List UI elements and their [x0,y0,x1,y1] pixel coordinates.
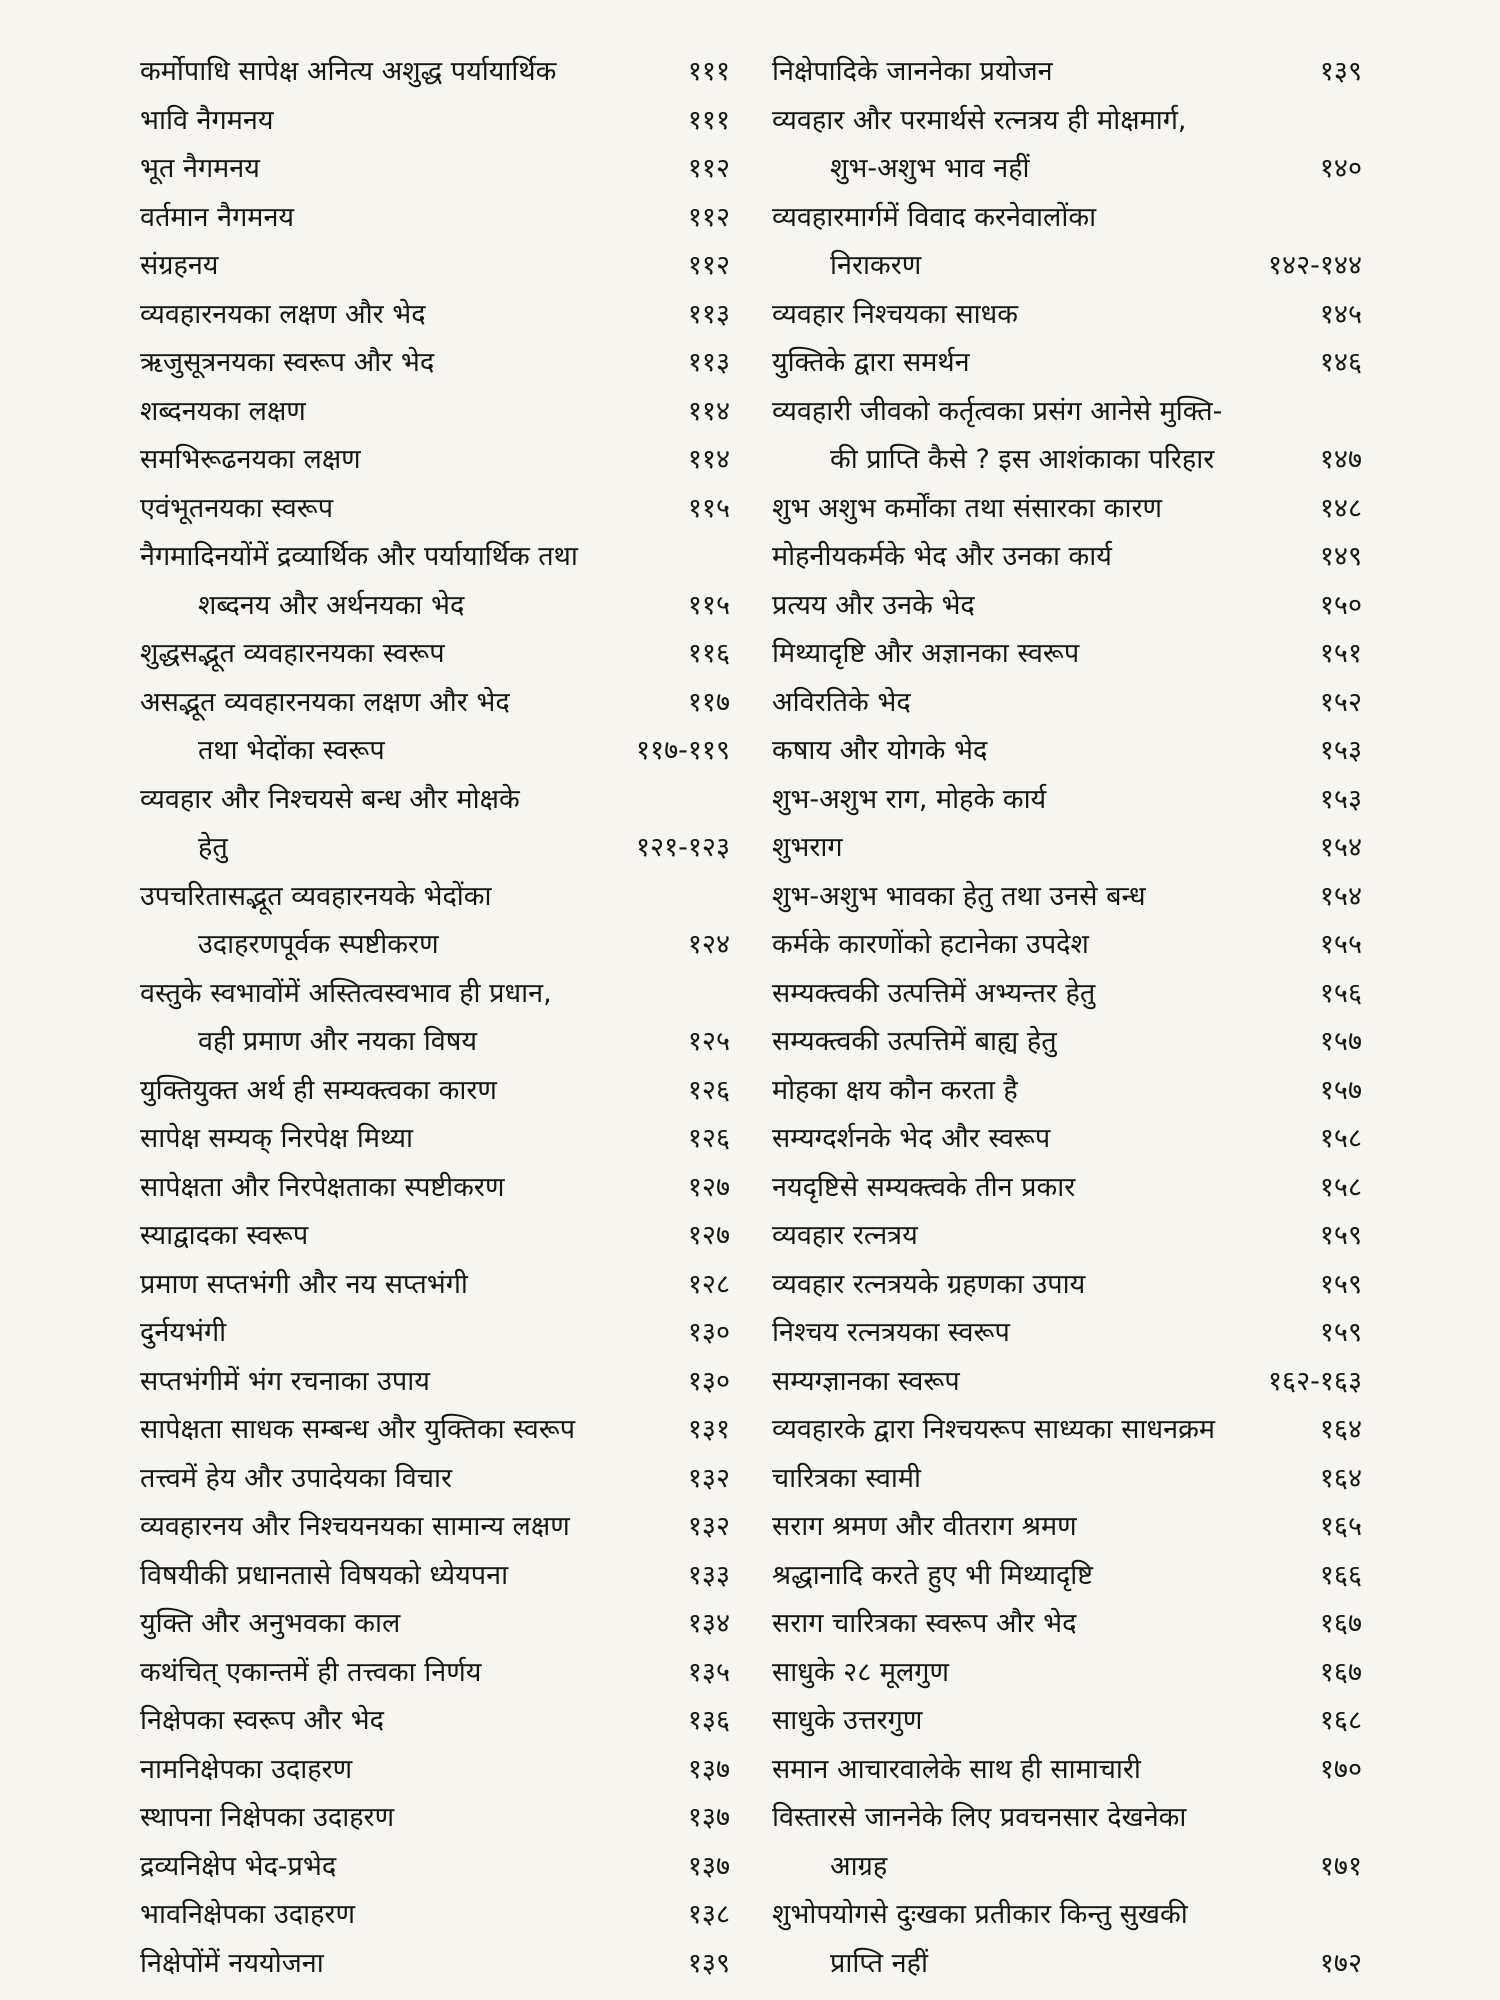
entry-page-number: ११२ [687,250,730,281]
entry-title: व्यवहार और परमार्थसे रत्नत्रय ही मोक्षमार्ग, [772,104,1187,136]
entry-title: प्रत्यय और उनके भेद [772,589,975,621]
entry-page-number: १३९ [687,1947,730,1979]
entry-title: सराग चारित्रका स्वरूप और भेद [772,1608,1077,1639]
entry-page-number: १५० [1319,589,1362,621]
index-entry [772,1261,1362,1310]
entry-page-number: १५३ [1319,735,1362,766]
index-entry [772,1067,1362,1116]
index-entry [772,1940,1362,1989]
index-entry [140,1649,730,1698]
entry-title: सम्यग्दर्शनके भेद और स्वरूप [772,1123,1051,1154]
entry-page-number: १३७ [687,1753,730,1785]
entry-title: वस्तुके स्वभावोंमें अस्तित्वस्वभाव ही प्रधान, [140,977,552,1009]
index-entry [772,1164,1362,1213]
index-entry [772,1503,1362,1552]
index-entry [140,970,730,1019]
entry-page-number: १५७ [1319,1026,1362,1057]
entry-title: शब्दनय और अर्थनयका भेद [198,589,465,621]
entry-title: प्राप्ति नहीं [830,1947,928,1979]
entry-page-number: १५१ [1319,638,1362,669]
entry-title: आग्रह [830,1850,888,1882]
entry-page-number: १६७ [1319,1608,1362,1639]
entry-page-number: १७२ [1319,1947,1362,1979]
entry-page-number: १६२-१६३ [1268,1365,1362,1397]
index-entry [772,1212,1362,1261]
entry-page-number: १२५ [687,1026,730,1057]
entry-title: व्यवहारके द्वारा निश्चयरूप साध्यका साधनक्रम [772,1414,1215,1445]
entry-title: निश्चय रत्नत्रयका स्वरूप [772,1317,1010,1348]
entry-page-number: १२७ [687,1171,730,1203]
index-entry [772,485,1362,534]
index-entry [772,533,1362,582]
entry-title: निक्षेपादिके जाननेका प्रयोजन [772,56,1053,87]
entry-page-number: १४२-१४४ [1268,250,1362,281]
entry-title: व्यवहारमार्गमें विवाद करनेवालोंका [772,201,1097,233]
index-entry [140,776,730,825]
index-entry [772,194,1362,243]
index-entry [140,1843,730,1892]
index-entry [772,97,1362,146]
entry-page-number: १६५ [1319,1511,1362,1542]
entry-page-number: १४८ [1319,492,1362,524]
entry-page-number: १७० [1319,1753,1362,1785]
entry-page-number: १७१ [1319,1850,1362,1882]
entry-title: नामनिक्षेपका उदाहरण [140,1753,353,1785]
index-entry [772,1358,1362,1407]
index-entry [772,1600,1362,1649]
entry-title: की प्राप्ति कैसे ? इस आशंकाका परिहार [830,444,1215,475]
entry-title: व्यवहार और निश्चयसे बन्ध और मोक्षके [140,783,520,815]
entry-title: शुद्धसद्भूत व्यवहारनयका स्वरूप [140,638,445,669]
entry-page-number: १३२ [687,1462,730,1494]
index-entry [140,921,730,970]
entry-title: संग्रहनय [140,250,219,281]
index-entry [772,824,1362,873]
index-entry [772,1552,1362,1601]
index-entry [772,48,1362,97]
entry-page-number: १३३ [687,1559,730,1591]
index-entry [772,1794,1362,1843]
entry-title: व्यवहार रत्नत्रय [772,1220,918,1251]
index-entry [772,970,1362,1019]
entry-title: सापेक्षता और निरपेक्षताका स्पष्टीकरण [140,1171,505,1203]
entry-page-number: १२६ [687,1123,730,1154]
index-entry [140,339,730,388]
index-entry [140,824,730,873]
index-entry [140,291,730,340]
index-entry [140,1164,730,1213]
index-entry [140,1746,730,1795]
index-entry [140,679,730,728]
entry-title: समान आचारवालेके साथ ही सामाचारी [772,1753,1141,1785]
entry-title: भूत नैगमनय [140,153,260,184]
entry-title: सम्यक्त्वकी उत्पत्तिमें बाह्य हेतु [772,1026,1057,1057]
entry-title: व्यवहार रत्नत्रयके ग्रहणका उपाय [772,1268,1086,1300]
entry-title: शुभराग [772,832,843,863]
entry-title: व्यवहारनय और निश्चयनयका सामान्य लक्षण [140,1511,570,1542]
entry-page-number: ११३ [687,298,730,330]
entry-page-number: १५२ [1319,686,1362,718]
entry-page-number: १४० [1319,153,1362,184]
entry-page-number: १५८ [1319,1123,1362,1154]
entry-page-number: १३८ [687,1899,730,1930]
index-entry [772,242,1362,291]
entry-title: कषाय और योगके भेद [772,735,988,766]
entry-page-number: १२६ [687,1074,730,1106]
index-entry [140,1358,730,1407]
entry-page-number: १५५ [1319,929,1362,960]
entry-title: शुभ-अशुभ राग, मोहके कार्य [772,783,1047,815]
entry-title: एवंभूतनयका स्वरूप [140,492,334,524]
entry-page-number: ११२ [687,153,730,184]
entry-title: स्थापना निक्षेपका उदाहरण [140,1802,395,1833]
index-entry [772,630,1362,679]
entry-title: विषयीकी प्रधानतासे विषयको ध्येयपना [140,1559,509,1591]
entry-page-number: १५९ [1319,1317,1362,1348]
entry-page-number: १५४ [1319,880,1362,912]
entry-page-number: ११६ [687,638,730,669]
entry-page-number: ११२ [687,201,730,233]
entry-page-number: १२८ [687,1268,730,1300]
index-entry [772,1746,1362,1795]
index-entry [140,1552,730,1601]
index-entry [140,485,730,534]
index-entry [140,533,730,582]
index-entry [772,145,1362,194]
index-entry [140,48,730,97]
entry-title: तत्त्वमें हेय और उपादेयका विचार [140,1462,452,1494]
index-entry [772,436,1362,485]
index-entry [140,1309,730,1358]
index-entry [140,1115,730,1164]
index-entry [772,873,1362,922]
entry-title: नयदृष्टिसे सम्यक्त्वके तीन प्रकार [772,1171,1076,1203]
entry-title: शब्दनयका लक्षण [140,395,306,427]
entry-page-number: १२१-१२३ [636,832,730,863]
entry-title: अविरतिके भेद [772,686,911,718]
entry-title: सापेक्षता साधक सम्बन्ध और युक्तिका स्वरूप [140,1414,576,1445]
entry-page-number: १६६ [1319,1559,1362,1591]
index-entry [772,921,1362,970]
entry-title: मोहनीयकर्मके भेद और उनका कार्य [772,541,1112,572]
index-entry [140,1018,730,1067]
entry-title: समभिरूढनयका लक्षण [140,444,361,475]
index-entry [140,1600,730,1649]
entry-page-number: १५९ [1319,1268,1362,1300]
entry-title: साधुके उत्तरगुण [772,1705,923,1736]
entry-title: चारित्रका स्वामी [772,1462,922,1494]
entry-page-number: १६४ [1319,1414,1362,1445]
entry-title: भावि नैगमनय [140,104,274,136]
entry-title: असद्भूत व्यवहारनयका लक्षण और भेद [140,686,510,718]
index-entry [772,679,1362,728]
index-entry [140,97,730,146]
index-entry [140,1891,730,1940]
index-entry [140,1212,730,1261]
entry-title: साधुके २८ मूलगुण [772,1656,950,1688]
entry-page-number: १६४ [1319,1462,1362,1494]
entry-title: नैगमादिनयोंमें द्रव्यार्थिक और पर्यायार्थिक तथा [140,541,578,572]
index-entry [772,291,1362,340]
entry-page-number: १५७ [1319,1074,1362,1106]
entry-page-number: ११५ [687,589,730,621]
entry-page-number: १५६ [1319,977,1362,1009]
index-entry [140,1455,730,1504]
entry-title: निक्षेपका स्वरूप और भेद [140,1705,384,1736]
index-entry [140,1794,730,1843]
entry-title: सम्यग्ज्ञानका स्वरूप [772,1365,960,1397]
index-entry [140,1261,730,1310]
entry-page-number: १३४ [687,1608,730,1639]
entry-page-number: १४९ [1319,541,1362,572]
right-column [772,48,1362,1988]
entry-page-number: ११४ [687,395,730,427]
entry-page-number: ११३ [687,347,730,378]
left-column [140,48,730,1988]
entry-page-number: १३७ [687,1850,730,1882]
entry-page-number: १५३ [1319,783,1362,815]
entry-page-number: १५९ [1319,1220,1362,1251]
index-entry [772,1697,1362,1746]
entry-page-number: १३२ [687,1511,730,1542]
index-entry [140,436,730,485]
entry-title: सराग श्रमण और वीतराग श्रमण [772,1511,1077,1542]
entry-title: व्यवहारनयका लक्षण और भेद [140,298,426,330]
entry-page-number: १३६ [687,1705,730,1736]
entry-page-number: १६७ [1319,1656,1362,1688]
entry-title: निराकरण [830,250,922,281]
entry-page-number: १३७ [687,1802,730,1833]
index-entry [772,582,1362,631]
entry-title: कथंचित् एकान्तमें ही तत्त्वका निर्णय [140,1656,482,1688]
entry-page-number: १२७ [687,1220,730,1251]
index-entry [772,339,1362,388]
entry-page-number: १४६ [1319,347,1362,378]
entry-title: कर्मके कारणोंको हटानेका उपदेश [772,929,1089,960]
index-entry [772,1018,1362,1067]
entry-title: सम्यक्त्वकी उत्पत्तिमें अभ्यन्तर हेतु [772,977,1096,1009]
entry-title: सप्तभंगीमें भंग रचनाका उपाय [140,1365,430,1397]
entry-page-number: १४७ [1319,444,1362,475]
entry-page-number: १२४ [687,929,730,960]
index-entry [140,388,730,437]
index-entry [772,776,1362,825]
index-entry [772,727,1362,776]
entry-title: दुर्नयभंगी [140,1317,227,1348]
entry-title: निक्षेपोंमें नययोजना [140,1947,324,1979]
entry-title: वही प्रमाण और नयका विषय [198,1026,478,1057]
index-entry [140,582,730,631]
index-entry [772,1406,1362,1455]
entry-page-number: १११ [687,56,730,87]
entry-page-number: ११७-११९ [636,735,730,766]
index-entry [140,1940,730,1989]
entry-page-number: १३१ [687,1414,730,1445]
index-entry [140,630,730,679]
entry-title: कर्मोपाधि सापेक्ष अनित्य अशुद्ध पर्यायार्थिक [140,56,557,87]
entry-title: उपचरितासद्भूत व्यवहारनयके भेदोंका [140,880,492,912]
entry-title: व्यवहार निश्चयका साधक [772,298,1019,330]
entry-title: युक्ति और अनुभवका काल [140,1608,401,1639]
entry-page-number: ११७ [687,686,730,718]
entry-page-number: १३० [687,1365,730,1397]
entry-page-number: १४५ [1319,298,1362,330]
entry-title: युक्तियुक्त अर्थ ही सम्यक्त्वका कारण [140,1074,497,1106]
index-entry [140,242,730,291]
index-entry [140,873,730,922]
entry-title: व्यवहारी जीवको कर्तृत्वका प्रसंग आनेसे मुक्ति- [772,395,1223,427]
index-entry [140,1697,730,1746]
entry-page-number: १३५ [687,1656,730,1688]
index-entry [140,1503,730,1552]
entry-title: शुभोपयोगसे दुःखका प्रतीकार किन्तु सुखकी [772,1899,1188,1930]
entry-page-number: १५४ [1319,832,1362,863]
entry-title: विस्तारसे जाननेके लिए प्रवचनसार देखनेका [772,1802,1187,1833]
index-entry [140,1067,730,1116]
entry-title: द्रव्यनिक्षेप भेद-प्रभेद [140,1850,337,1882]
entry-page-number: ११५ [687,492,730,524]
index-entry [772,1649,1362,1698]
entry-page-number: १३९ [1319,56,1362,87]
entry-title: युक्तिके द्वारा समर्थन [772,347,970,378]
entry-title: हेतु [198,832,228,863]
index-entry [772,1309,1362,1358]
entry-title: मिथ्यादृष्टि और अज्ञानका स्वरूप [772,638,1080,669]
entry-title: शुभ-अशुभ भाव नहीं [830,153,1030,184]
entry-title: स्याद्वादका स्वरूप [140,1220,309,1251]
index-entry [772,1455,1362,1504]
index-entry [772,1891,1362,1940]
entry-title: उदाहरणपूर्वक स्पष्टीकरण [198,929,439,960]
index-entry [140,145,730,194]
entry-title: तथा भेदोंका स्वरूप [198,735,385,766]
entry-page-number: १११ [687,104,730,136]
index-entry [140,727,730,776]
entry-title: मोहका क्षय कौन करता है [772,1074,1018,1106]
entry-title: प्रमाण सप्तभंगी और नय सप्तभंगी [140,1268,468,1300]
index-entry [772,1843,1362,1892]
index-entry [772,388,1362,437]
index-entry [140,1406,730,1455]
index-entry [772,1115,1362,1164]
entry-title: शुभ अशुभ कर्मोंका तथा संसारका कारण [772,492,1163,524]
entry-title: भावनिक्षेपका उदाहरण [140,1899,355,1930]
entry-title: श्रद्धानादि करते हुए भी मिथ्यादृष्टि [772,1559,1094,1591]
entry-page-number: १३० [687,1317,730,1348]
entry-page-number: ११४ [687,444,730,475]
entry-title: वर्तमान नैगमनय [140,201,295,233]
entry-page-number: १६८ [1319,1705,1362,1736]
entry-page-number: १५८ [1319,1171,1362,1203]
entry-title: सापेक्ष सम्यक् निरपेक्ष मिथ्या [140,1123,414,1154]
entry-title: ऋजुसूत्रनयका स्वरूप और भेद [140,347,435,378]
entry-title: शुभ-अशुभ भावका हेतु तथा उनसे बन्ध [772,880,1146,912]
index-entry [140,194,730,243]
